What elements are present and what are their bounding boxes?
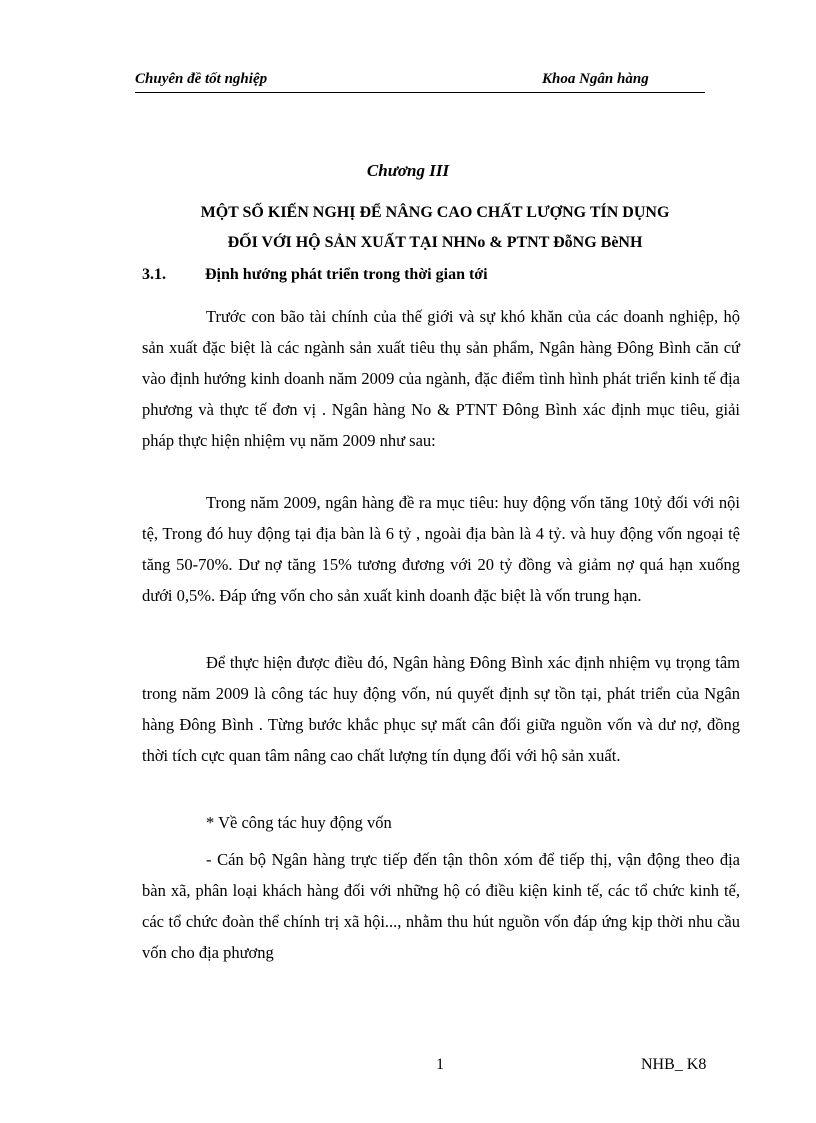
paragraph-3: Để thực hiện được điều đó, Ngân hàng Đông Bình xác định nhiệm vụ trọng tâm trong năm 2009 là công tác huy động vốn, nú quyết định sự tồn tại, phát triển của Ngân hàng Đông Bình . Từng bước khắc phục sự mất cân đối giữa nguồn vốn và dư nợ, đồng thời tích cực quan tâm nâng cao chất lượng tín dụng đối với hộ sản xuất. (142, 653, 740, 765)
paragraph-1: Trước con bão tài chính của thế giới và sự khó khăn của các doanh nghiệp, hộ sản xuất đặc biệt là các ngành sản xuất tiêu thụ sản phẩm, Ngân hàng Đông Bình căn cứ vào định hướng kinh doanh năm 2009 của ngành, đặc điểm tình hình phát triển kinh tế địa phương và thực tế đơn vị . Ngân hàng No & PTNT Đông Bình xác định mục tiêu, giải pháp thực hiện nhiệm vụ năm 2009 như sau: (142, 307, 740, 450)
chapter-title (120, 198, 750, 258)
section-number: 3.1. (142, 266, 166, 283)
header-right-title: Khoa Ngân hàng (542, 71, 649, 87)
paragraph-4: - Cán bộ Ngân hàng trực tiếp đến tận thôn xóm để tiếp thị, vận động theo địa bàn xã, phân loại khách hàng đối với những hộ có điều kiện kinh tế, các tổ chức kinh tế, các tổ chức đoàn thể chính trị xã hội..., nhằm thu hút nguồn vốn đáp ứng kịp thời nhu cầu vốn cho địa phương (142, 850, 740, 962)
header-left-title: Chuyên đề tốt nghiệp (135, 71, 268, 87)
chapter-title-line-2: ĐỐI VỚI HỘ SẢN XUẤT TẠI NHNo & PTNT ĐỗNG BèNH (227, 234, 643, 251)
page-header (135, 68, 705, 93)
chapter-label: Chương III (366, 161, 450, 180)
paragraph-2: Trong năm 2009, ngân hàng đề ra mục tiêu: huy động vốn tăng 10tỷ đối với nội tệ, Trong đó huy động tại địa bàn là 6 tỷ , ngoài địa bàn là 4 tỷ. và huy động vốn ngoại tệ tăng 50-70%. Dư nợ tăng 15% tương đương với 20 tỷ đồng và giảm nợ quá hạn xuống dưới 0,5%. Đáp ứng vốn cho sản xuất kinh doanh đặc biệt là vốn trung hạn. (142, 493, 740, 605)
footer-code: NHB_ K8 (641, 1056, 707, 1073)
paragraph-note: * Về công tác huy động vốn (206, 813, 392, 832)
page-number: 1 (436, 1056, 444, 1073)
section-title: Định hướng phát triển trong thời gian tới (205, 266, 488, 283)
chapter-title-line-1: MỘT SỐ KIẾN NGHỊ ĐỂ NÂNG CAO CHẤT LƯỢNG TÍN DỤNG (200, 204, 670, 221)
